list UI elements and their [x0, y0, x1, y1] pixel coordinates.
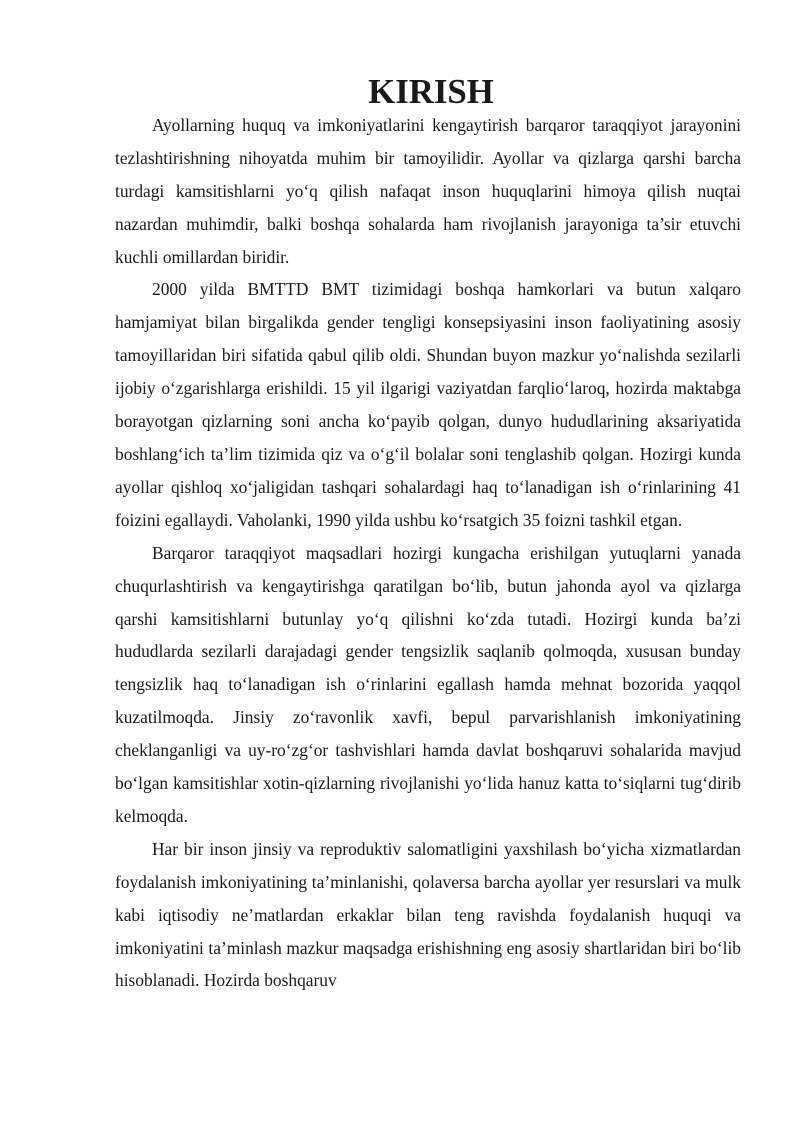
paragraph-1: Ayollarning huquq va imkoniyatlarini kengaytirish barqaror taraqqiyot jarayonini tezlashtirishning nihoyatda muhim bir tamoyilidir. Ayollar va qizlarga qarshi barcha turdagi kamsitishlarni yo‘q qilish nafaqat inson huquqlarini himoya qilish nuqtai nazardan muhimdir, balki boshqa sohalarda ham rivojlanish jarayoniga ta’sir etuvchi kuchli omillardan biridir.	[115, 114, 741, 267]
paragraph-2: 2000 yilda BMTTD BMT tizimidagi boshqa hamkorlari va butun xalqaro hamjamiyat bilan birgalikda gender tengligi konsepsiyasini inson faoliyatining asosiy tamoyillaridan biri sifatida qabul qilib oldi. Shundan buyon mazkur yo‘nalishda sezilarli ijobiy o‘zgarishlarga erishildi. 15 yil ilgarigi vaziyatdan farqlio‘laroq, hozirda maktabga borayotgan qizlarning soni ancha ko‘payib qolgan, dunyo hududlarining aksariyatida boshlang‘ich ta’lim tizimida qiz va o‘g‘il bolalar soni tenglashib qolgan. Hozirgi kunda ayollar qishloq xo‘jaligidan tashqari sohalardagi haq to‘lanadigan ish o‘rinlarining 41 foizini egallaydi. Vaholanki, 1990 yilda ushbu ko‘rsatgich 35 foizni tashkil etgan.	[115, 279, 741, 530]
paragraph-4: Har bir inson jinsiy va reproduktiv salomatligini yaxshilash bo‘yicha xizmatlardan foydalanish imkoniyatining ta’minlanishi, qolaversa barcha ayollar yer resurslari va mulk kabi iqtisodiy ne’matlardan erkaklar bilan teng ravishda foydalanish huquqi va imkoniyatini ta’minlash mazkur maqsadga erishishning eng asosiy shartlaridan biri bo‘lib hisoblanadi. Hozirda boshqaruv	[115, 838, 741, 991]
paragraph-3: Barqaror taraqqiyot maqsadlari hozirgi kungacha erishilgan yutuqlarni yanada chuqurlashtirish va kengaytirishga qaratilgan bo‘lib, butun jahonda ayol va qizlarga qarshi kamsitishlarni butunlay yo‘q qilishni ko‘zda tutadi. Hozirgi kunda ba’zi hududlarda sezilarli darajadagi gender tengsizlik saqlanib qolmoqda, xususan bunday tengsizlik haq to‘lanadigan ish o‘rinlarini egallash hamda mehnat bozorida yaqqol kuzatilmoqda. Jinsiy zo‘ravonlik xavfi, bepul parvarishlanish imkoniyatining cheklanganligi va uy-ro‘zg‘or tashvishlari hamda davlat boshqaruvi sohalarida mavjud bo‘lgan kamsitishlar xotin-qizlarning rivojlanishi yo‘lida hanuz katta to‘siqlarni tug‘dirib kelmoqda.	[115, 542, 741, 826]
document-body	[115, 72, 741, 997]
page-title: KIRISH	[368, 72, 494, 111]
